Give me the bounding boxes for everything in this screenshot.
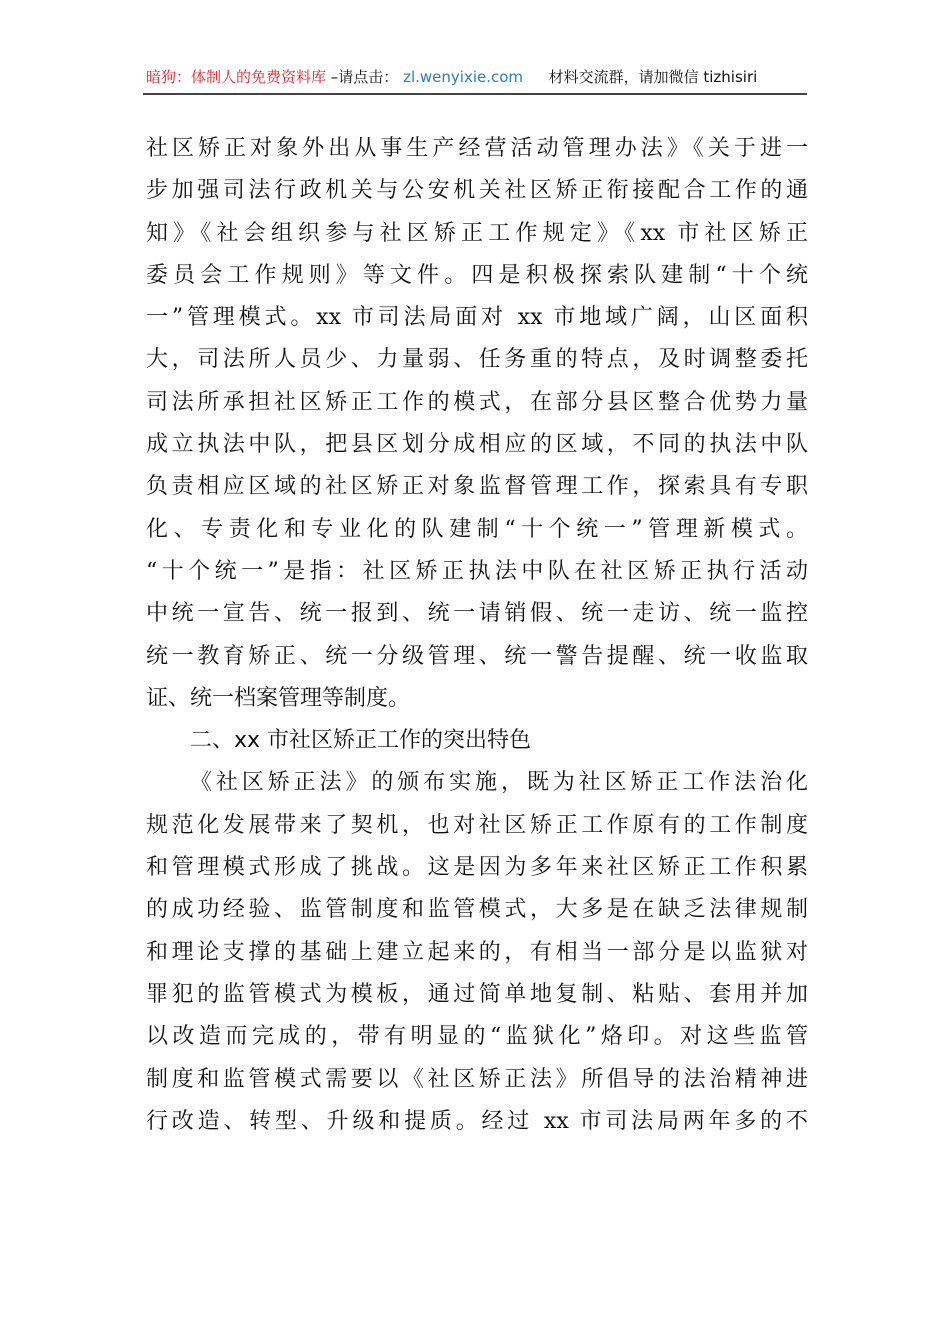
paragraph-line: 罪犯的监管模式为模板，通过简单地复制、粘贴、套用并加	[146, 981, 808, 1007]
paragraph-line: 委员会工作规则》等文件。四是积极探索队建制“十个统	[146, 262, 808, 288]
paragraph-line: “十个统一”是指：社区矫正执法中队在社区矫正执行活动	[146, 558, 808, 584]
paragraph-line: 化、专责化和专业化的队建制“十个统一”管理新模式。	[146, 516, 808, 542]
document-body	[146, 128, 808, 1143]
page-header	[146, 66, 806, 92]
paragraph-line: 大，司法所人员少、力量弱、任务重的特点，及时调整委托	[146, 347, 808, 373]
paragraph-line: 规范化发展带来了契机，也对社区矫正工作原有的工作制度	[146, 812, 808, 838]
paragraph-line: 证、统一档案管理等制度。	[146, 685, 411, 711]
paragraph-line: 司法所承担社区矫正工作的模式，在部分县区整合优势力量	[146, 389, 808, 415]
paragraph-line: 统一教育矫正、统一分级管理、统一警告提醒、统一收监取	[146, 643, 808, 669]
paragraph-line: 知》《社会组织参与社区矫正工作规定》《xx 市社区矫正	[146, 220, 808, 246]
paragraph-line: 一”管理模式。xx 市司法局面对 xx 市地域广阔，山区面积	[146, 305, 808, 331]
wechat-note: 材料交流群，请加微信 tizhisiri	[548, 68, 758, 86]
paragraph-line: 以改造而完成的，带有明显的“监狱化”烙印。对这些监管	[146, 1024, 808, 1050]
section-heading: 二、xx 市社区矫正工作的突出特色	[190, 728, 532, 754]
paragraph-line: 行改造、转型、升级和提质。经过 xx 市司法局两年多的不	[146, 1108, 808, 1134]
paragraph-line: 中统一宣告、统一报到、统一请销假、统一走访、统一监控	[146, 601, 808, 627]
paragraph-line: 步加强司法行政机关与公安机关社区矫正衔接配合工作的通	[146, 178, 808, 204]
paragraph-line: 和理论支撑的基础上建立起来的，有相当一部分是以监狱对	[146, 939, 808, 965]
paragraph-line: 成立执法中队，把县区划分成相应的区域，不同的执法中队	[146, 432, 808, 458]
brand-text: 暗狗：体制人的免费资料库	[146, 68, 327, 86]
website-link[interactable]: zl.wenyixie.com	[403, 68, 524, 86]
paragraph-line: 负责相应区域的社区矫正对象监督管理工作，探索具有专职	[146, 474, 808, 500]
paragraph-line: 制度和监管模式需要以《社区矫正法》所倡导的法治精神进	[146, 1066, 808, 1092]
header-divider	[143, 93, 807, 95]
paragraph-line: 的成功经验、监管制度和监管模式，大多是在缺乏法律规制	[146, 897, 808, 923]
paragraph-line: 《社区矫正法》的颁布实施，既为社区矫正工作法治化	[190, 770, 808, 796]
click-prompt: –请点击：	[330, 68, 399, 86]
paragraph-line: 和管理模式形成了挑战。这是因为多年来社区矫正工作积累	[146, 855, 808, 881]
paragraph-line: 社区矫正对象外出从事生产经营活动管理办法》《关于进一	[146, 136, 808, 161]
